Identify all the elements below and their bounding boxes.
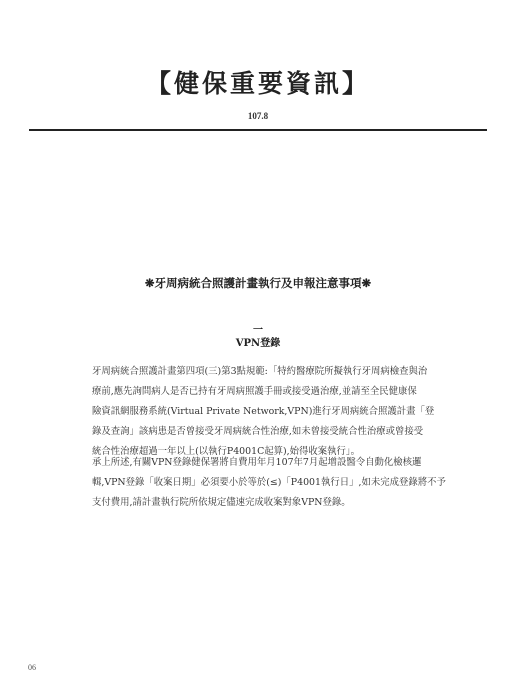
paragraph-line: 險資訊網服務系統(Virtual Private Network,VPN)進行牙周病統合照護計畫「登 — [92, 406, 435, 417]
paragraph-line: 牙周病統合照護計畫第四項(三)第3點規範:「特約醫療院所擬執行牙周病檢查與治 — [92, 366, 428, 377]
paragraph-2 — [92, 453, 446, 513]
header-divider — [29, 129, 487, 131]
paragraph-line: 統合性治療超過一年以上(以執行P4001C起算),始得收案執行」。 — [92, 446, 360, 457]
page-title: 【健保重要資訊】 — [145, 69, 370, 98]
paragraph-line: 錄及查詢」該病患是否曾接受牙周病統合性治療,如未曾接受統合性治療或曾接受 — [92, 426, 424, 437]
paragraph-1 — [92, 362, 435, 462]
paragraph-line: 療前,應先詢問病人是否已持有牙周病照護手冊或接受過治療,並請至全民健康保 — [92, 386, 417, 397]
section-number: 一 — [253, 325, 263, 336]
article-heading: ❋牙周病統合照護計畫執行及申報注意事項❋ — [144, 276, 372, 290]
section-title: VPN登錄 — [235, 338, 281, 349]
issue-date: 107.8 — [247, 111, 269, 121]
paragraph-line: 支付費用,請計畫執行院所依規定儘速完成收案對象VPN登錄。 — [92, 497, 351, 508]
page-number: 06 — [28, 663, 36, 672]
paragraph-line: 承上所述,有關VPN登錄健保署將自費用年月107年7月起增設醫令自動化檢核邏 — [92, 457, 422, 468]
paragraph-line: 輯,VPN登錄「收案日期」必須要小於等於(≤)「P4001執行日」,如未完成登錄將不予 — [92, 477, 446, 488]
